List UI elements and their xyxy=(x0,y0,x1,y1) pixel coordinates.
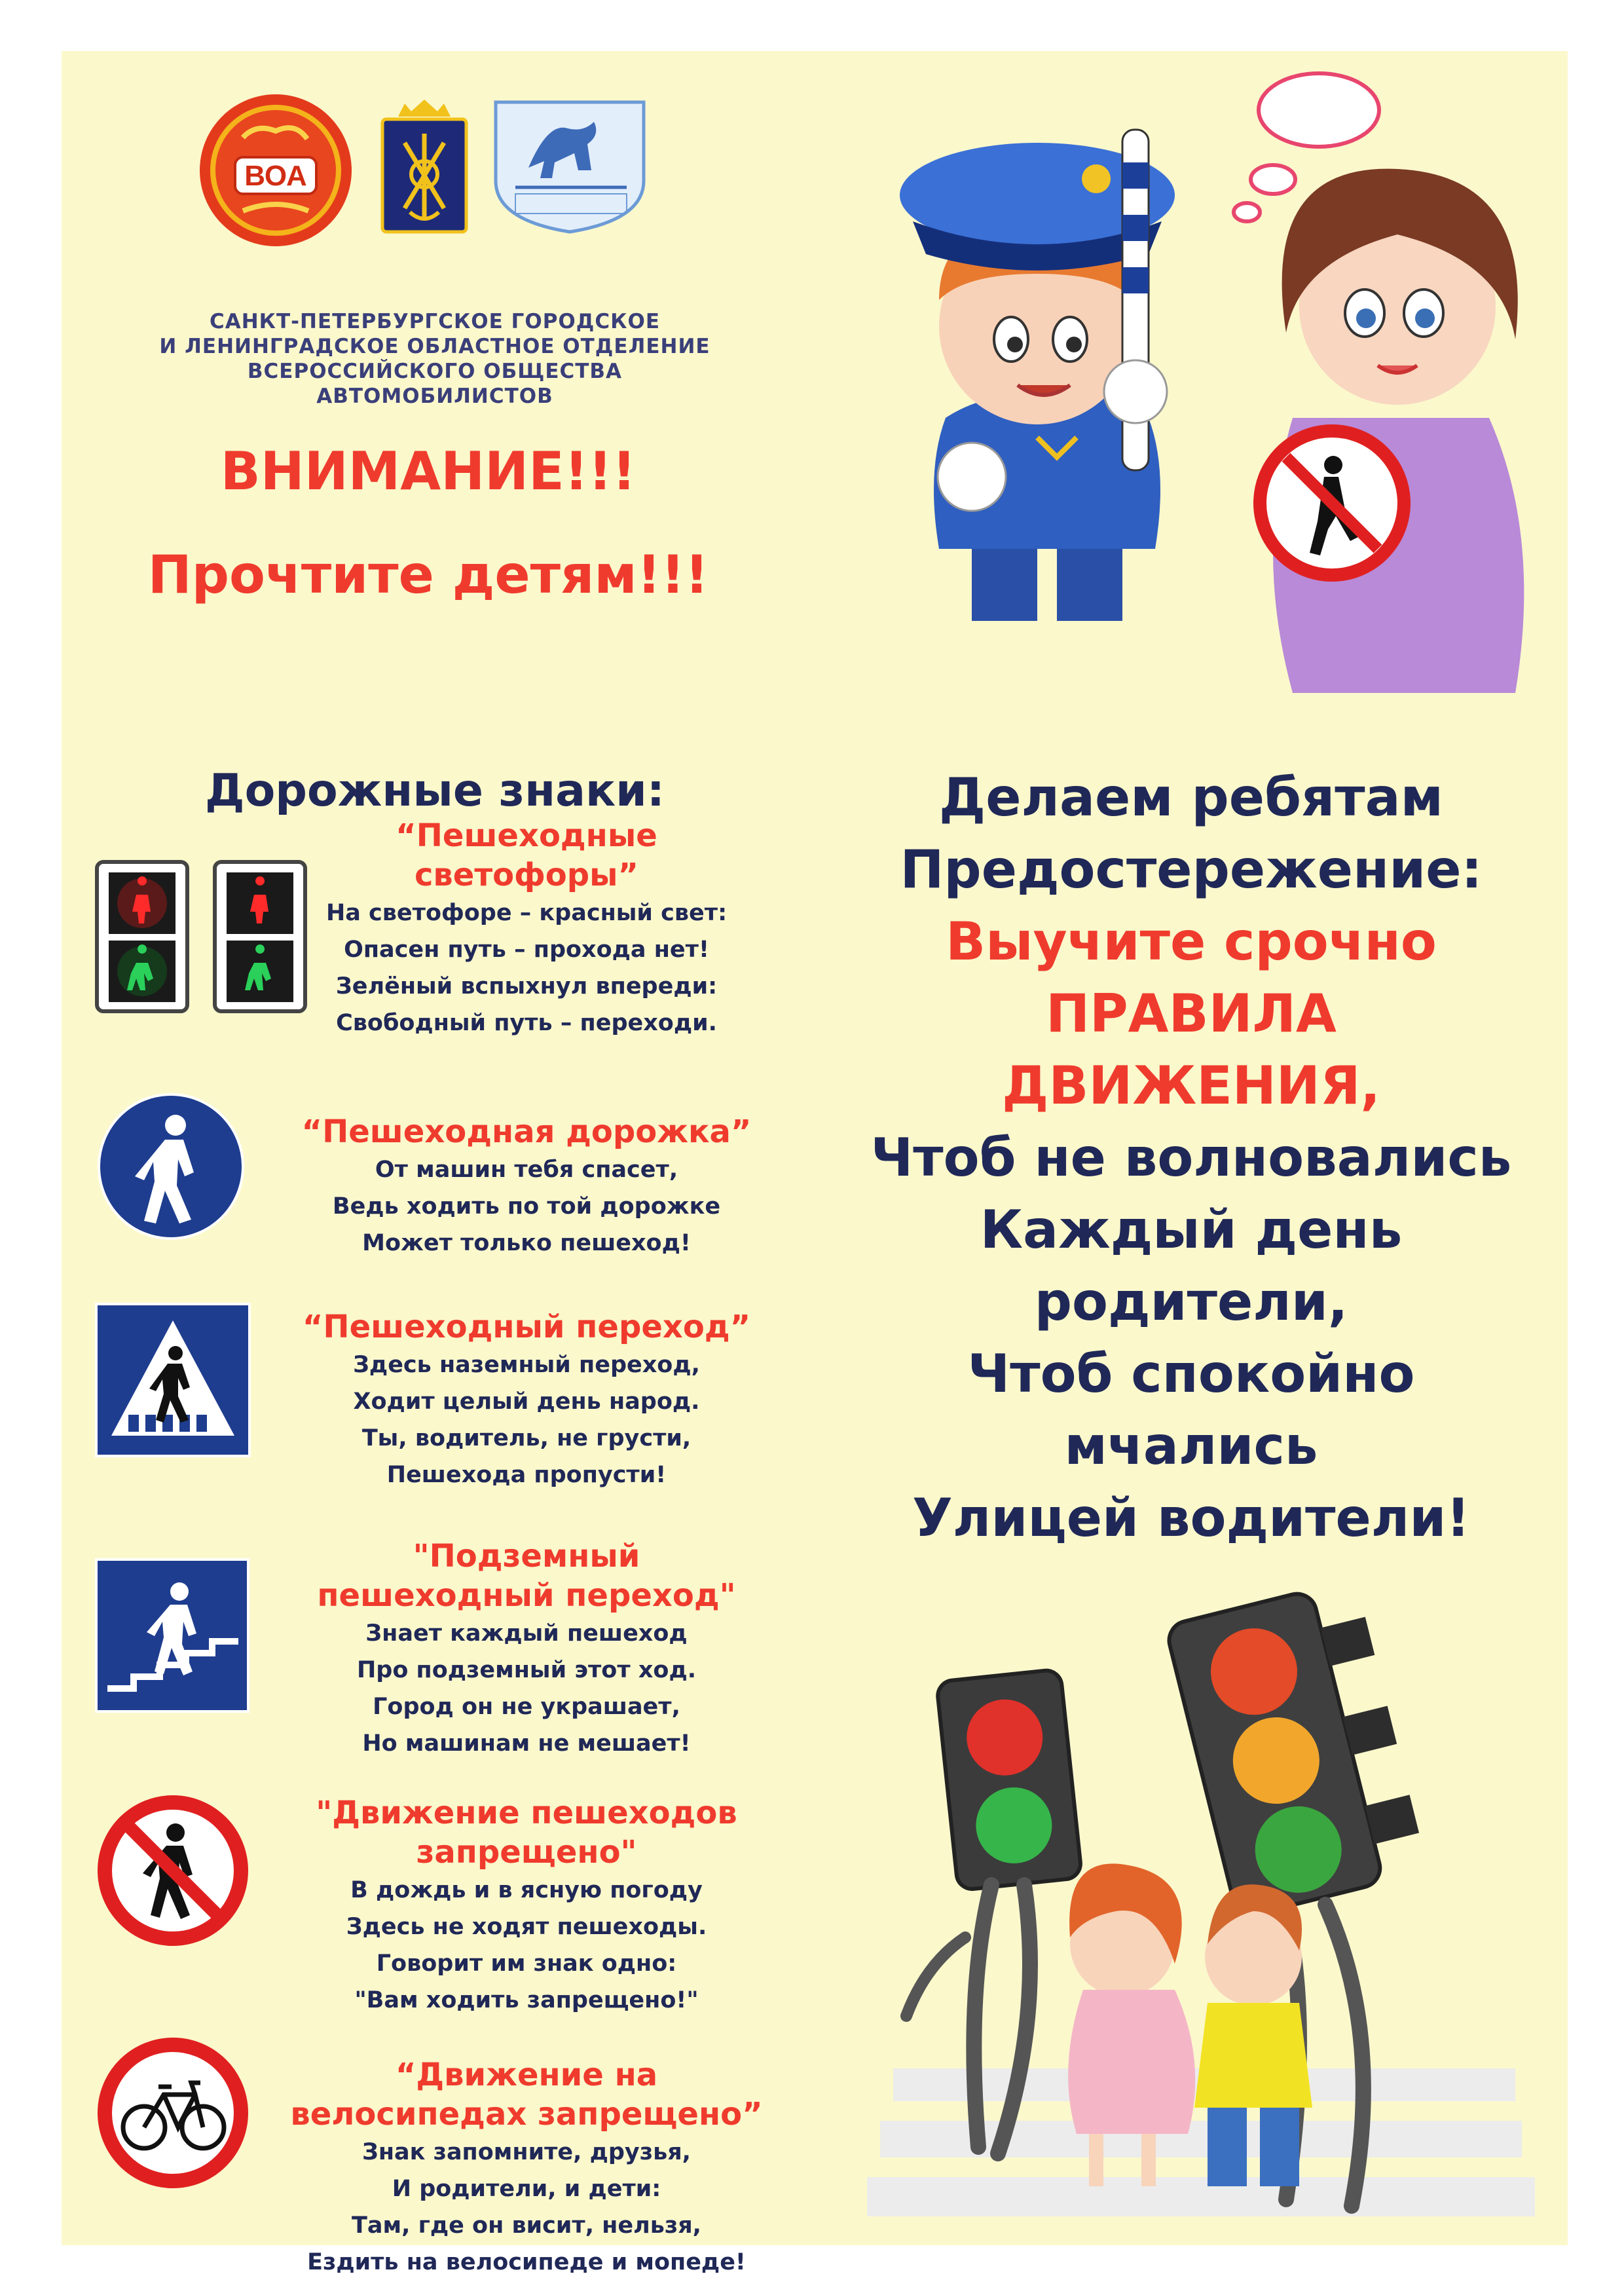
org-line-3: ВСЕРОССИЙСКОГО ОБЩЕСТВА АВТОМОБИЛИСТОВ xyxy=(247,360,623,408)
attention-heading: ВНИМАНИЕ!!! xyxy=(220,441,637,502)
sign-block-pedestrian-crossing xyxy=(278,1307,775,1493)
police-boy-and-girl-illustration xyxy=(834,51,1541,693)
sign-verse-line: Ведь ходить по той дорожке xyxy=(332,1193,721,1220)
sign-title: “Пешеходные xyxy=(396,817,657,854)
sign-verse-line: Про подземный этот ход. xyxy=(356,1657,697,1683)
sign-verse-line: Там, где он висит, нельзя, xyxy=(352,2212,701,2239)
poster xyxy=(62,51,1568,2275)
sign-verse-line: От машин тебя спасет, xyxy=(375,1157,678,1183)
sign-verse-line: Город он не украшает, xyxy=(373,1694,680,1720)
coat-of-arms-logo xyxy=(378,97,470,236)
sign-verse-line: Здесь наземный переход, xyxy=(353,1352,700,1378)
sign-title: "Подземный xyxy=(413,1538,640,1575)
sign-title: запрещено" xyxy=(416,1834,637,1871)
sign-block-traffic-lights xyxy=(297,816,756,1041)
slogan-line: Предостережение: xyxy=(900,839,1483,900)
slogan-line-highlight: ДВИЖЕНИЯ, xyxy=(1002,1055,1380,1116)
sign-title: “Движение на xyxy=(395,2057,658,2093)
pedestrian-crossing-sign-icon xyxy=(94,1302,251,1458)
sign-verse-line: Пешехода пропусти! xyxy=(386,1462,667,1488)
sign-verse-line: И родители, и дети: xyxy=(392,2176,661,2202)
sign-verse-line: Зелёный вспыхнул впереди: xyxy=(335,973,718,999)
sign-verse-line: В дождь и в ясную погоду xyxy=(350,1877,703,1903)
sign-verse-line: Ты, водитель, не грусти, xyxy=(361,1425,692,1451)
pedestrian-traffic-lights-icon xyxy=(93,858,309,1015)
sign-block-pedestrian-path xyxy=(278,1112,775,1261)
underground-crossing-sign-icon xyxy=(94,1558,250,1713)
slogan-verse xyxy=(815,762,1568,1554)
sign-verse-line: Знает каждый пешеход xyxy=(365,1620,688,1647)
slogan-line: мчались xyxy=(1064,1415,1318,1476)
slogan-line-highlight: ПРАВИЛА xyxy=(1046,983,1337,1044)
sign-title: "Движение пешеходов xyxy=(316,1795,737,1831)
sign-verse-line: "Вам ходить запрещено!" xyxy=(354,1987,699,2013)
sign-title: “Пешеходный переход” xyxy=(302,1309,751,1345)
organization-name xyxy=(134,309,736,409)
slogan-line: родители, xyxy=(1034,1271,1348,1332)
no-bicycles-sign-icon xyxy=(96,2036,250,2190)
road-signs-heading: Дорожные знаки: xyxy=(205,765,665,817)
org-line-1: САНКТ-ПЕТЕРБУРГСКОЕ ГОРОДСКОЕ xyxy=(209,310,661,333)
sign-title: велосипедах запрещено” xyxy=(290,2096,763,2133)
sign-verse-line: На светофоре – красный свет: xyxy=(325,900,728,926)
slogan-line: Чтоб не волновались xyxy=(870,1127,1512,1188)
sign-verse-line: Опасен путь – прохода нет! xyxy=(344,937,709,963)
slogan-line: Делаем ребятам xyxy=(938,767,1444,828)
slogan-line: Улицей водители! xyxy=(912,1487,1470,1548)
pedestrian-path-sign-icon xyxy=(97,1092,245,1241)
sign-block-no-bicycles xyxy=(278,2055,775,2281)
slogan-line-highlight: Выучите срочно xyxy=(946,911,1437,972)
sign-verse-line: Ездить на велосипеде и мопеде! xyxy=(307,2249,746,2275)
slogan-line: Чтоб спокойно xyxy=(967,1343,1415,1404)
sign-block-underground-crossing xyxy=(278,1537,775,1762)
sign-verse-line: Может только пешеход! xyxy=(362,1230,691,1256)
sign-verse-line: Знак запомните, друзья, xyxy=(362,2139,691,2165)
no-pedestrians-sign-icon xyxy=(96,1793,250,1948)
traffic-lights-and-children-illustration xyxy=(867,1571,1548,2226)
sign-title: пешеходный переход" xyxy=(317,1577,736,1614)
sign-verse-line: Говорит им знак одно: xyxy=(376,1950,677,1977)
read-to-children-heading: Прочтите детям!!! xyxy=(147,544,709,605)
sign-verse-line: Здесь не ходят пешеходы. xyxy=(346,1914,707,1940)
sign-block-no-pedestrians xyxy=(278,1793,775,2019)
org-line-2: И ЛЕНИНГРАДСКОЕ ОБЛАСТНОЕ ОТДЕЛЕНИЕ xyxy=(159,335,710,358)
spb-traffic-police-logo xyxy=(489,89,650,234)
voa-logo xyxy=(197,92,354,249)
sign-verse-line: Ходит целый день народ. xyxy=(353,1389,700,1415)
voa-logo-text: ВОА xyxy=(244,160,307,192)
slogan-line: Каждый день xyxy=(980,1199,1403,1260)
sign-title: “Пешеходная дорожка” xyxy=(301,1113,752,1150)
sign-verse-line: Но машинам не мешает! xyxy=(362,1730,691,1757)
sign-verse-line: Свободный путь – переходи. xyxy=(336,1010,717,1036)
sign-title: светофоры” xyxy=(414,857,639,893)
